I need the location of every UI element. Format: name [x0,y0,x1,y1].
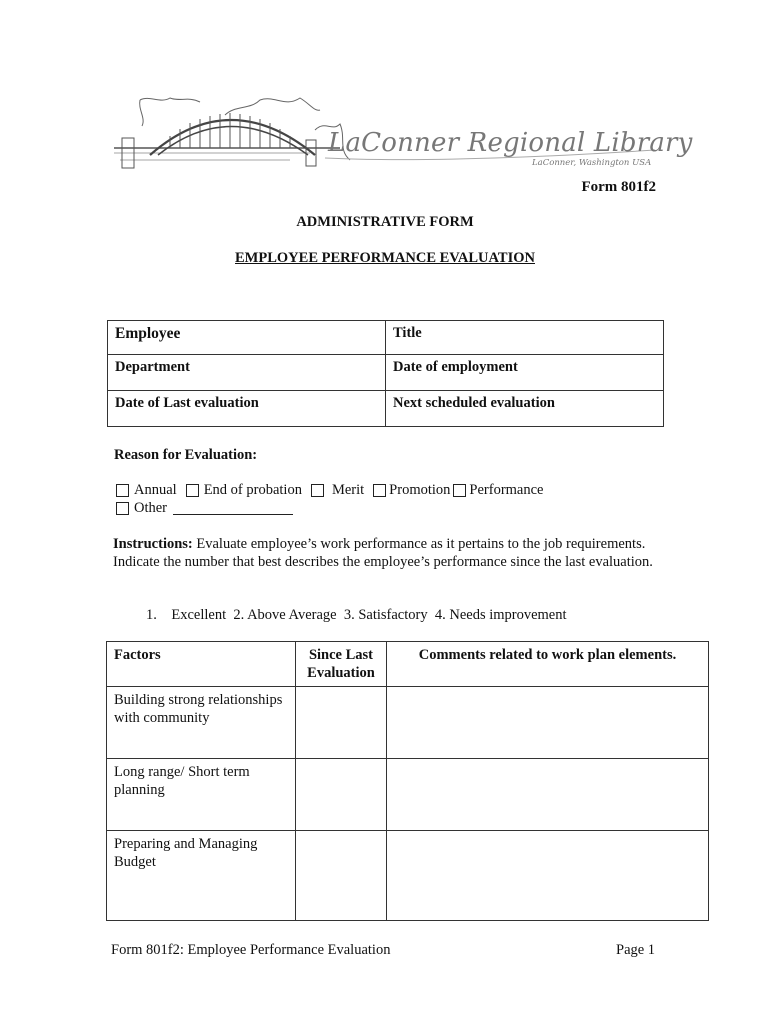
document-title: EMPLOYEE PERFORMANCE EVALUATION [235,250,535,266]
rating-cell[interactable] [296,759,387,831]
other-checkbox[interactable] [116,502,129,515]
reason-checkbox-row [116,482,543,499]
factors-table [106,641,709,921]
title-field[interactable]: Title [386,321,664,355]
instructions-paragraph [113,535,673,571]
table-row [107,759,709,831]
comment-cell[interactable] [387,759,709,831]
comment-cell[interactable] [387,687,709,759]
last-evaluation-date-field[interactable]: Date of Last evaluation [108,391,386,427]
table-row [107,831,709,921]
other-label: Other [134,500,168,516]
other-blank-line[interactable] [173,502,293,515]
promotion-label: Promotion [389,482,451,498]
performance-label: Performance [469,482,544,498]
employee-info-table [107,320,664,427]
date-of-employment-field[interactable]: Date of employment [386,355,664,391]
table-row [108,321,664,355]
rating-cell[interactable] [296,831,387,921]
end-of-probation-checkbox[interactable] [186,484,199,497]
reason-other-row [116,500,293,517]
logo-wordmark: LaConner Regional Library [328,128,693,158]
merit-checkbox[interactable] [311,484,324,497]
form-heading: ADMINISTRATIVE FORM [296,214,474,230]
table-header-row [107,642,709,687]
instructions-text: Evaluate employee’s work performance as it pertains to the job requirements. Indicate the number that best describes the employee’s performance since the last evaluation. [113,536,653,570]
comments-header: Comments related to work plan elements. [387,642,709,687]
annual-checkbox[interactable] [116,484,129,497]
table-row [108,391,664,427]
next-evaluation-field[interactable]: Next scheduled evaluation [386,391,664,427]
comment-cell[interactable] [387,831,709,921]
rating-scale [146,607,567,624]
since-last-evaluation-header: Since Last Evaluation [296,642,387,687]
page-number: Page 1 [616,942,656,958]
factors-header: Factors [107,642,296,687]
footer-form-title: Form 801f2: Employee Performance Evaluation [111,942,391,958]
end-of-probation-label: End of probation [203,482,302,498]
instructions-label: Instructions: [113,536,193,552]
rating-scale-number: 1. [146,607,157,623]
factor-name: Building strong relationships with community [107,687,296,759]
rating-scale-text: Excellent 2. Above Average 3. Satisfactory 4. Needs improvement [171,607,567,623]
table-row [108,355,664,391]
factor-name: Long range/ Short term planning [107,759,296,831]
form-number: Form 801f2 [581,179,656,195]
annual-label: Annual [134,482,177,498]
promotion-checkbox[interactable] [373,484,386,497]
rating-cell[interactable] [296,687,387,759]
employee-field[interactable]: Employee [108,321,386,355]
department-field[interactable]: Department [108,355,386,391]
merit-label: Merit [331,482,365,498]
performance-checkbox[interactable] [453,484,466,497]
reason-label: Reason for Evaluation: [114,447,258,463]
logo-location: LaConner, Washington USA [532,158,652,168]
table-row [107,687,709,759]
factor-name: Preparing and Managing Budget [107,831,296,921]
